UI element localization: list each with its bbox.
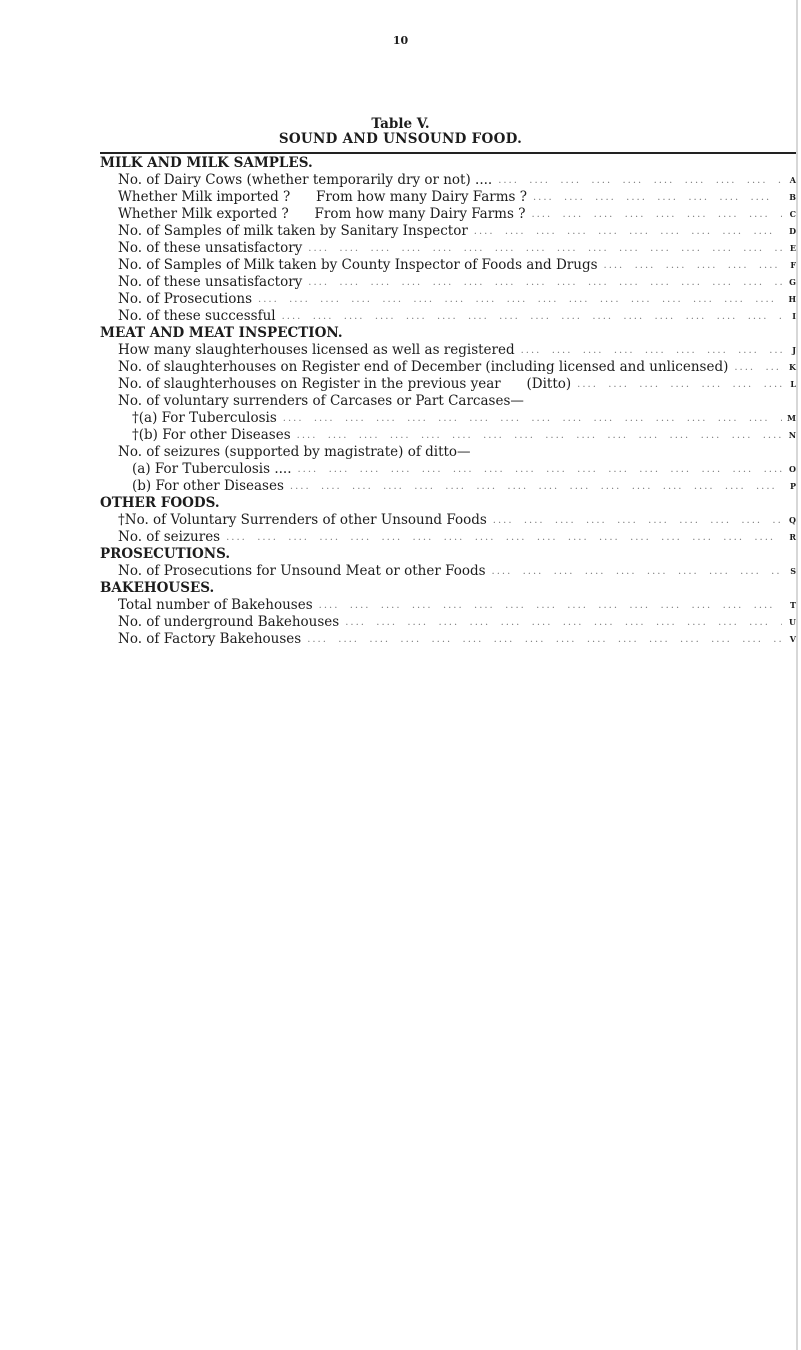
dot-leader <box>486 563 782 580</box>
row-label: No. of seizures (supported by magistrate) of ditto— <box>118 444 471 460</box>
dot-leader <box>598 257 782 274</box>
row-label: No. of slaughterhouses on Register in the previous year (Ditto) <box>118 376 572 392</box>
row-label: No. of slaughterhouses on Register end of December (including licensed and unlicensed) <box>118 359 729 375</box>
row-reference-letter: F <box>790 260 796 270</box>
table-row <box>100 240 796 257</box>
table-row <box>100 631 796 648</box>
row-reference-letter: K <box>789 362 796 372</box>
dot-leader <box>252 291 782 308</box>
row-reference-letter: O <box>789 464 796 474</box>
row-reference-letter: P <box>789 481 796 491</box>
table-body <box>100 155 796 648</box>
row-label: No. of Prosecutions <box>118 291 253 307</box>
row-label: No. of seizures <box>118 529 221 545</box>
title-divider <box>100 152 796 154</box>
table-row <box>100 444 796 461</box>
dot-leader <box>527 189 782 206</box>
row-reference-letter: T <box>790 600 796 610</box>
table-row <box>100 189 796 206</box>
dot-leader <box>220 529 782 546</box>
dot-leader <box>277 410 782 427</box>
table-row <box>100 529 796 546</box>
row-reference-letter: V <box>789 634 796 644</box>
section-heading: BAKEHOUSES. <box>100 580 215 596</box>
table-row <box>100 597 796 614</box>
dot-leader <box>302 274 782 291</box>
row-label: Whether Milk imported ? From how many Dairy Farms ? <box>118 189 527 205</box>
table-row <box>100 478 796 495</box>
row-reference-letter: Q <box>789 515 796 525</box>
table-row <box>100 427 796 444</box>
row-label: No. of voluntary surrenders of Carcases or Part Carcases— <box>118 393 524 409</box>
dot-leader <box>492 172 782 189</box>
row-reference-letter: S <box>790 566 796 576</box>
table-subtitle: SOUND AND UNSOUND FOOD. <box>278 131 523 147</box>
page-number: 10 <box>392 34 409 47</box>
row-reference-letter: L <box>790 379 796 389</box>
section-heading: PROSECUTIONS. <box>100 546 231 562</box>
row-reference-letter: C <box>789 209 796 219</box>
dot-leader <box>339 614 782 631</box>
table-row <box>100 172 796 189</box>
row-label: No. of these successful <box>118 308 276 324</box>
dot-leader <box>313 597 782 614</box>
section-heading: MEAT AND MEAT INSPECTION. <box>100 325 343 341</box>
table-row <box>100 410 796 427</box>
row-label: No. of these unsatisfactory <box>118 240 303 256</box>
row-label: †(a) For Tuberculosis <box>132 410 277 426</box>
row-label: (a) For Tuberculosis .... <box>132 461 292 477</box>
row-reference-letter: B <box>789 192 796 202</box>
row-label: How many slaughterhouses licensed as well as registered <box>118 342 515 358</box>
row-reference-letter: I <box>792 311 796 321</box>
row-label: Total number of Bakehouses <box>118 597 313 613</box>
row-label: No. of Factory Bakehouses <box>118 631 302 647</box>
dot-leader <box>292 461 783 478</box>
row-reference-letter: E <box>789 243 796 253</box>
table-title: Table V. <box>371 116 430 132</box>
dot-leader <box>571 376 782 393</box>
table-row <box>100 291 796 308</box>
table-row <box>100 223 796 240</box>
row-reference-letter: U <box>789 617 796 627</box>
table-row <box>100 359 796 376</box>
table-row <box>100 274 796 291</box>
table-row <box>100 342 796 359</box>
dot-leader <box>728 359 782 376</box>
table-row <box>100 512 796 529</box>
row-label: No. of Prosecutions for Unsound Meat or other Foods <box>118 563 486 579</box>
dot-leader <box>468 223 782 240</box>
dot-leader <box>291 427 782 444</box>
row-label: No. of Samples of Milk taken by County Inspector of Foods and Drugs <box>118 257 598 273</box>
row-label: (b) For other Diseases <box>132 478 284 494</box>
dot-leader <box>525 206 782 223</box>
table-row <box>100 308 796 325</box>
dot-leader <box>302 240 782 257</box>
row-label: †(b) For other Diseases <box>132 427 291 443</box>
dot-leader <box>284 478 782 495</box>
row-label: No. of Samples of milk taken by Sanitary Inspector <box>118 223 468 239</box>
table-row <box>100 257 796 274</box>
table-row <box>100 461 796 478</box>
row-reference-letter: G <box>789 277 796 287</box>
row-label: No. of Dairy Cows (whether temporarily dry or not) .... <box>118 172 493 188</box>
row-reference-letter: D <box>789 226 796 236</box>
row-reference-letter: R <box>789 532 796 542</box>
row-reference-letter: H <box>788 294 796 304</box>
section-heading: MILK AND MILK SAMPLES. <box>100 155 313 171</box>
table-row <box>100 206 796 223</box>
row-reference-letter: A <box>789 175 796 185</box>
page-edge <box>796 0 798 1350</box>
row-label: Whether Milk exported ? From how many Dairy Farms ? <box>118 206 526 222</box>
row-label: †No. of Voluntary Surrenders of other Unsound Foods <box>118 512 487 528</box>
table-row <box>100 393 796 410</box>
section-heading: OTHER FOODS. <box>100 495 220 511</box>
dot-leader <box>487 512 782 529</box>
row-label: No. of these unsatisfactory <box>118 274 303 290</box>
table-row <box>100 563 796 580</box>
table-row <box>100 614 796 631</box>
table-row <box>100 376 796 393</box>
row-reference-letter: M <box>787 413 796 423</box>
dot-leader <box>515 342 782 359</box>
row-reference-letter: J <box>792 345 796 355</box>
dot-leader <box>276 308 782 325</box>
row-reference-letter: N <box>788 430 796 440</box>
dot-leader <box>301 631 782 648</box>
row-label: No. of underground Bakehouses <box>118 614 340 630</box>
